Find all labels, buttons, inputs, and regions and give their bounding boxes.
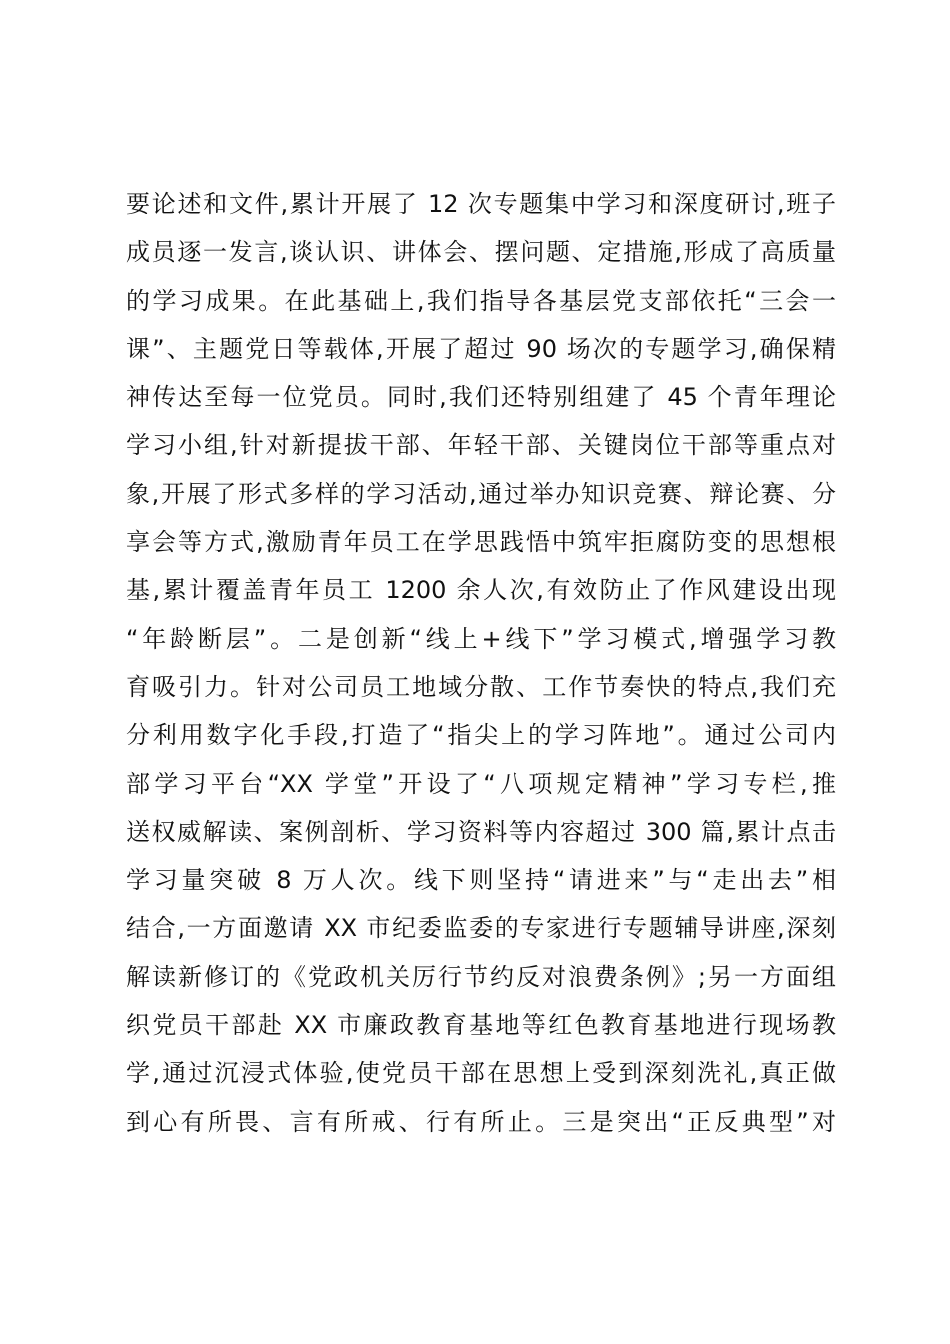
- text-line: 课”、主题党日等载体,开展了超过 90 场次的专题学习,确保精: [126, 334, 836, 363]
- text-line: 学,通过沉浸式体验,使党员干部在思想上受到深刻洗礼,真正做: [126, 1059, 836, 1088]
- text-line: 神传达至每一位党员。同时,我们还特别组建了 45 个青年理论: [126, 383, 836, 412]
- text-line: 学习小组,针对新提拔干部、年轻干部、关键岗位干部等重点对: [126, 431, 836, 460]
- text-line: “年龄断层”。二是创新“线上+线下”学习模式,增强学习教: [126, 624, 836, 653]
- text-line: 象,开展了形式多样的学习活动,通过举办知识竞赛、辩论赛、分: [126, 479, 836, 508]
- body-paragraph: [126, 180, 836, 1146]
- text-line: 织党员干部赴 XX 市廉政教育基地等红色教育基地进行现场教: [126, 1011, 836, 1040]
- text-line: 分利用数字化手段,打造了“指尖上的学习阵地”。通过公司内: [126, 721, 836, 750]
- text-line: 要论述和文件,累计开展了 12 次专题集中学习和深度研讨,班子: [126, 190, 836, 218]
- text-line: 享会等方式,激励青年员工在学思践悟中筑牢拒腐防变的思想根: [126, 528, 836, 557]
- text-line: 解读新修订的《党政机关厉行节约反对浪费条例》;另一方面组: [126, 962, 836, 991]
- text-line: 育吸引力。针对公司员工地域分散、工作节奏快的特点,我们充: [126, 672, 836, 701]
- text-line: 部学习平台“XX 学堂”开设了“八项规定精神”学习专栏,推: [126, 769, 836, 798]
- text-line: 基,累计覆盖青年员工 1200 余人次,有效防止了作风建设出现: [126, 576, 836, 605]
- text-line: 到心有所畏、言有所戒、行有所止。三是突出“正反典型”对: [126, 1107, 836, 1136]
- text-line: 结合,一方面邀请 XX 市纪委监委的专家进行专题辅导讲座,深刻: [126, 914, 836, 943]
- text-line: 送权威解读、案例剖析、学习资料等内容超过 300 篇,累计点击: [126, 817, 836, 846]
- text-line: 学习量突破 8 万人次。线下则坚持“请进来”与“走出去”相: [126, 866, 836, 895]
- text-line: 的学习成果。在此基础上,我们指导各基层党支部依托“三会一: [126, 286, 836, 315]
- text-line: 成员逐一发言,谈认识、讲体会、摆问题、定措施,形成了高质量: [126, 238, 836, 267]
